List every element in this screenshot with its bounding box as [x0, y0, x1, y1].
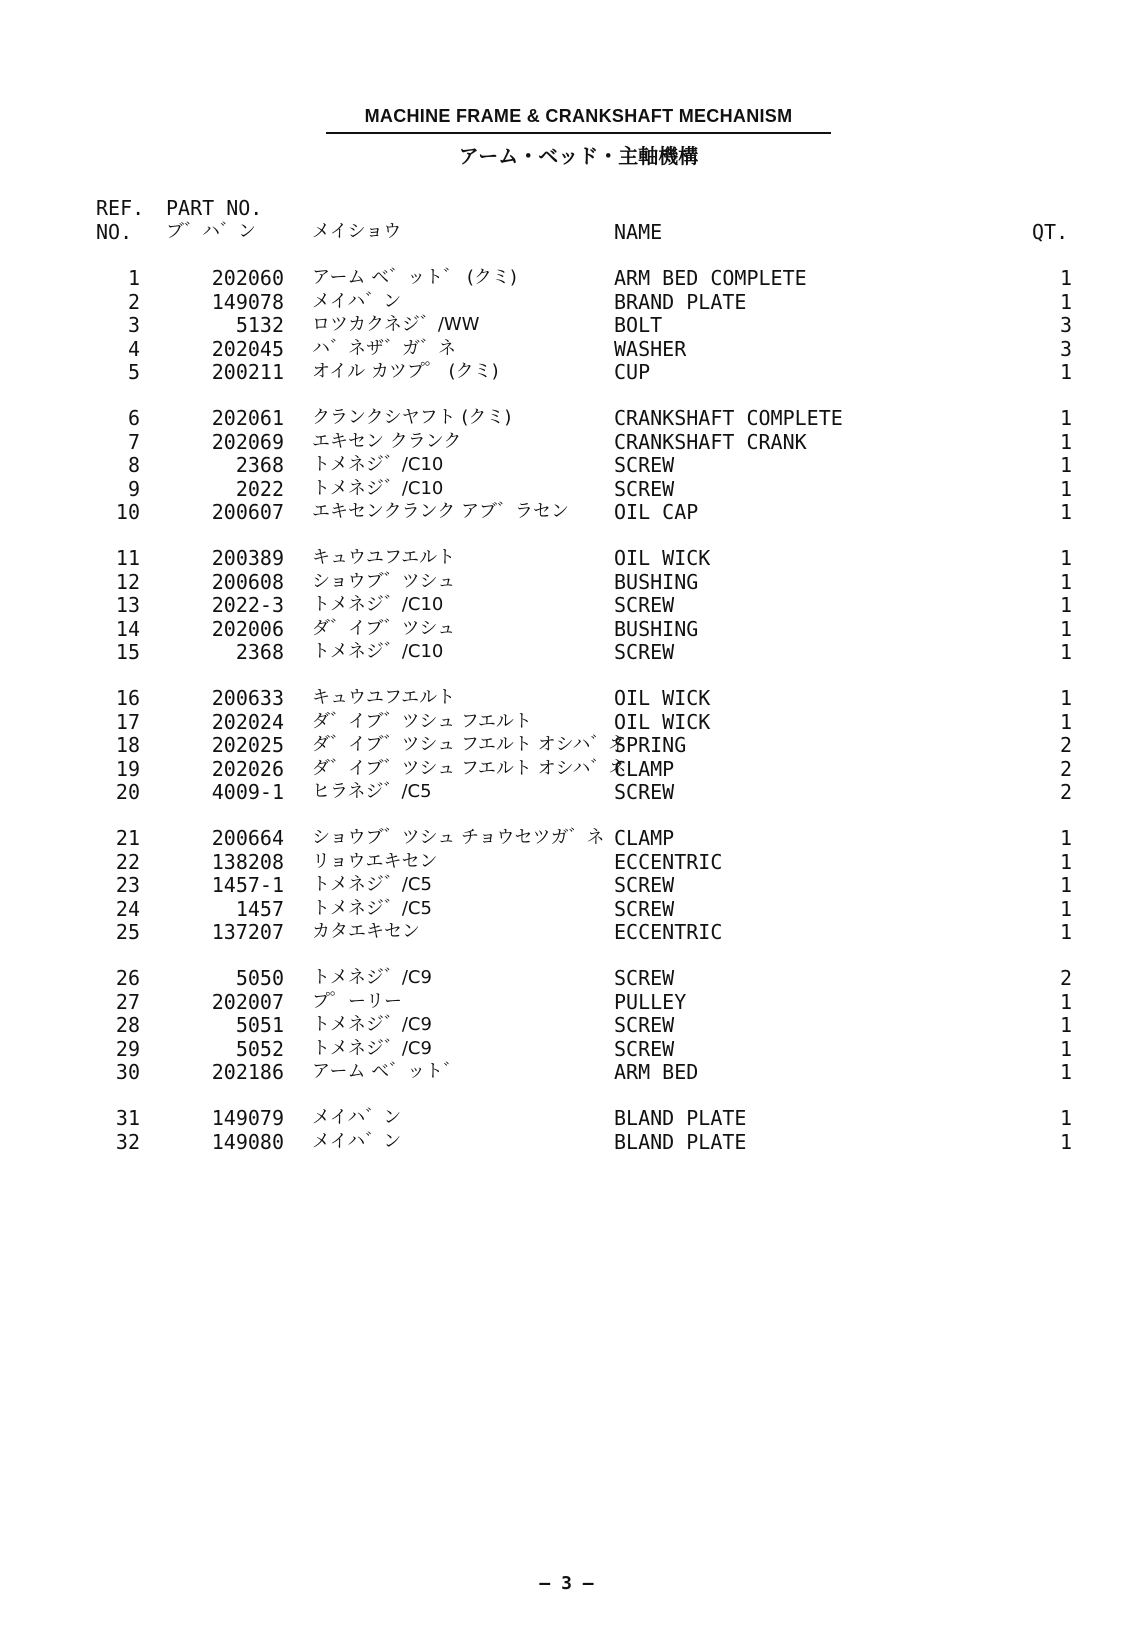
part-name-cell: BLAND PLATE — [614, 1106, 747, 1130]
part-number-cell: 5050 — [235, 966, 284, 990]
table-row — [0, 686, 1133, 710]
japanese-name-cell: アーム ベ゛ット゛ (クミ) — [312, 267, 517, 288]
header-ref-line2: NO. — [96, 220, 133, 244]
part-name-cell: SCREW — [614, 966, 675, 990]
part-number-cell: 202006 — [211, 616, 284, 641]
ref-cell: 32 — [115, 1129, 140, 1154]
japanese-name-cell: エキセンクランク アブ゛ラセン — [312, 501, 570, 523]
table-row — [0, 453, 1133, 477]
quantity-cell: 1 — [1059, 429, 1072, 454]
quantity-cell: 1 — [1059, 616, 1072, 641]
part-number-cell: 202024 — [211, 709, 284, 734]
header-qty: QT. — [1032, 220, 1069, 244]
japanese-name-cell: トメネジ゛/C10 — [312, 641, 444, 663]
ref-cell: 13 — [115, 593, 140, 618]
quantity-cell: 1 — [1059, 546, 1072, 570]
part-number-cell: 137207 — [211, 920, 284, 945]
table-row — [0, 1037, 1133, 1061]
ref-cell: 3 — [127, 313, 140, 338]
japanese-name-cell: トメネジ゛/C10 — [312, 594, 444, 616]
table-row — [0, 337, 1133, 361]
part-name-cell: SCREW — [614, 476, 675, 501]
part-name-cell: CLAMP — [614, 826, 675, 850]
page-subtitle-japanese: アーム・ベッド・主軸機構 — [458, 144, 699, 168]
part-name-cell: BUSHING — [614, 616, 699, 641]
ref-cell: 26 — [115, 966, 140, 990]
part-number-cell: 202007 — [211, 989, 284, 1014]
table-row — [0, 1130, 1133, 1154]
table-row — [0, 500, 1133, 524]
part-name-cell: BOLT — [614, 313, 663, 338]
part-name-cell: SPRING — [614, 733, 687, 758]
part-name-cell: BLAND PLATE — [614, 1129, 747, 1154]
japanese-name-cell: リョウエキセン — [312, 850, 438, 872]
japanese-name-cell: ショウブ゛ツシュ チョウセツガ゛ネ — [312, 827, 605, 848]
quantity-cell: 1 — [1059, 289, 1072, 314]
japanese-name-cell: ハ゛ネザ゛ガ゛ネ — [312, 337, 456, 359]
header-kana: メイショウ — [312, 221, 402, 242]
table-row — [0, 920, 1133, 944]
quantity-cell: 1 — [1059, 896, 1072, 921]
part-number-cell: 200607 — [211, 500, 284, 525]
table-row — [0, 1106, 1133, 1130]
part-number-cell: 202069 — [211, 429, 284, 454]
part-name-cell: SCREW — [614, 896, 675, 921]
quantity-cell: 1 — [1059, 593, 1072, 618]
table-row — [0, 430, 1133, 454]
quantity-cell: 1 — [1059, 989, 1072, 1014]
part-number-cell: 202061 — [211, 406, 284, 430]
quantity-cell: 1 — [1059, 640, 1072, 665]
part-name-cell: OIL CAP — [614, 500, 699, 525]
ref-cell: 17 — [115, 709, 140, 734]
ref-cell: 14 — [115, 616, 140, 641]
part-name-cell: SCREW — [614, 873, 675, 898]
part-number-cell: 202026 — [211, 756, 284, 781]
part-number-cell: 2368 — [235, 640, 284, 665]
part-name-cell: WASHER — [614, 336, 687, 361]
part-number-cell: 200211 — [211, 360, 284, 385]
quantity-cell: 1 — [1059, 1060, 1072, 1085]
japanese-name-cell: ダ゛イブ゛ツシュ フエルト オシハ゛ネ — [312, 757, 627, 779]
part-name-cell: CRANKSHAFT CRANK — [614, 429, 807, 454]
japanese-name-cell: ダ゛イブ゛ツシュ フエルト オシハ゛ネ — [312, 734, 627, 756]
japanese-name-cell: トメネジ゛/C9 — [312, 967, 432, 988]
part-name-cell: CUP — [614, 360, 651, 385]
quantity-cell: 1 — [1059, 920, 1072, 945]
ref-cell: 5 — [127, 360, 140, 385]
table-row — [0, 360, 1133, 384]
table-row — [0, 780, 1133, 804]
part-name-cell: PULLEY — [614, 989, 687, 1014]
ref-cell: 12 — [115, 569, 140, 594]
japanese-name-cell: ダ゛イブ゛ツシュ フエルト — [312, 710, 532, 732]
japanese-name-cell: エキセン クランク — [312, 430, 462, 452]
part-number-cell: 2022-3 — [211, 593, 284, 618]
part-number-cell: 202025 — [211, 733, 284, 758]
part-number-cell: 2022 — [235, 476, 284, 501]
table-row — [0, 966, 1133, 990]
table-row — [0, 290, 1133, 314]
ref-cell: 31 — [115, 1106, 140, 1130]
table-row — [0, 313, 1133, 337]
ref-cell: 22 — [115, 849, 140, 874]
part-name-cell: CLAMP — [614, 756, 675, 781]
japanese-name-cell: オイル カツプ゜ (クミ) — [312, 361, 499, 383]
part-number-cell: 149080 — [211, 1129, 284, 1154]
part-number-cell: 202186 — [211, 1060, 284, 1085]
table-row — [0, 546, 1133, 570]
table-row — [0, 617, 1133, 641]
part-name-cell: BUSHING — [614, 569, 699, 594]
part-number-cell: 1457 — [235, 896, 284, 921]
part-number-cell: 138208 — [211, 849, 284, 874]
part-number-cell: 200389 — [211, 546, 284, 570]
ref-cell: 19 — [115, 756, 140, 781]
part-name-cell: SCREW — [614, 453, 675, 478]
ref-cell: 24 — [115, 896, 140, 921]
japanese-name-cell: キュウユフエルト — [312, 687, 456, 708]
part-number-cell: 149079 — [211, 1106, 284, 1130]
table-row — [0, 757, 1133, 781]
header-part-line2: ブ゛ハ゛ン — [166, 221, 256, 242]
japanese-name-cell: メイハ゛ン — [312, 1107, 402, 1128]
japanese-name-cell: トメネジ゛/C10 — [312, 454, 444, 476]
ref-cell: 23 — [115, 873, 140, 898]
quantity-cell: 1 — [1059, 709, 1072, 734]
table-row — [0, 406, 1133, 430]
japanese-name-cell: アーム ベ゛ット゛ — [312, 1061, 462, 1083]
part-number-cell: 202060 — [211, 266, 284, 290]
part-name-cell: SCREW — [614, 1036, 675, 1061]
table-row — [0, 873, 1133, 897]
part-number-cell: 200608 — [211, 569, 284, 594]
japanese-name-cell: ダ゛イブ゛ツシュ — [312, 617, 456, 639]
japanese-name-cell: プ゜ーリー — [312, 990, 402, 1012]
part-name-cell: SCREW — [614, 1013, 675, 1038]
quantity-cell: 1 — [1059, 826, 1072, 850]
table-row — [0, 593, 1133, 617]
ref-cell: 6 — [127, 406, 140, 430]
part-name-cell: OIL WICK — [614, 686, 711, 710]
part-name-cell: SCREW — [614, 593, 675, 618]
ref-cell: 15 — [115, 640, 140, 665]
part-name-cell: SCREW — [614, 780, 675, 805]
ref-cell: 10 — [115, 500, 140, 525]
japanese-name-cell: トメネジ゛/C9 — [312, 1037, 432, 1059]
japanese-name-cell: トメネジ゛/C5 — [312, 874, 432, 896]
quantity-cell: 2 — [1059, 733, 1072, 758]
quantity-cell: 1 — [1059, 1129, 1072, 1154]
table-row — [0, 990, 1133, 1014]
ref-cell: 21 — [115, 826, 140, 850]
part-number-cell: 5051 — [235, 1013, 284, 1038]
table-row — [0, 1060, 1133, 1084]
japanese-name-cell: ロツカクネジ゛/WW — [312, 314, 480, 336]
quantity-cell: 1 — [1059, 476, 1072, 501]
part-number-cell: 4009-1 — [211, 780, 284, 805]
ref-cell: 25 — [115, 920, 140, 945]
part-number-cell: 1457-1 — [211, 873, 284, 898]
quantity-cell: 1 — [1059, 453, 1072, 478]
japanese-name-cell: ヒラネジ゛/C5 — [312, 781, 432, 803]
part-name-cell: CRANKSHAFT COMPLETE — [614, 406, 843, 430]
part-name-cell: ECCENTRIC — [614, 920, 723, 945]
quantity-cell: 1 — [1059, 1106, 1072, 1130]
header-ref-line1: REF. — [96, 196, 145, 220]
header-part-line1: PART NO. — [166, 196, 263, 220]
part-number-cell: 202045 — [211, 336, 284, 361]
quantity-cell: 3 — [1059, 313, 1072, 338]
page-number: — 3 — — [539, 1573, 594, 1594]
japanese-name-cell: トメネジ゛/C9 — [312, 1014, 432, 1036]
ref-cell: 20 — [115, 780, 140, 805]
part-number-cell: 200664 — [211, 826, 284, 850]
part-number-cell: 2368 — [235, 453, 284, 478]
table-row — [0, 570, 1133, 594]
part-number-cell: 149078 — [211, 289, 284, 314]
table-row — [0, 710, 1133, 734]
part-name-cell: OIL WICK — [614, 546, 711, 570]
quantity-cell: 2 — [1059, 756, 1072, 781]
part-name-cell: ECCENTRIC — [614, 849, 723, 874]
quantity-cell: 1 — [1059, 1036, 1072, 1061]
ref-cell: 8 — [127, 453, 140, 478]
ref-cell: 2 — [127, 289, 140, 314]
part-name-cell: BRAND PLATE — [614, 289, 747, 314]
ref-cell: 11 — [115, 546, 140, 570]
japanese-name-cell: トメネジ゛/C10 — [312, 477, 444, 499]
japanese-name-cell: ショウブ゛ツシュ — [312, 570, 456, 592]
quantity-cell: 1 — [1059, 406, 1072, 430]
header-name: NAME — [614, 220, 663, 244]
part-number-cell: 5132 — [235, 313, 284, 338]
japanese-name-cell: カタエキセン — [312, 921, 420, 943]
japanese-name-cell: トメネジ゛/C5 — [312, 897, 432, 919]
ref-cell: 30 — [115, 1060, 140, 1085]
ref-cell: 4 — [127, 336, 140, 361]
quantity-cell: 1 — [1059, 1013, 1072, 1038]
table-row — [0, 640, 1133, 664]
quantity-cell: 1 — [1059, 873, 1072, 898]
table-row — [0, 733, 1133, 757]
quantity-cell: 1 — [1059, 849, 1072, 874]
part-name-cell: SCREW — [614, 640, 675, 665]
ref-cell: 27 — [115, 989, 140, 1014]
page-title: MACHINE FRAME & CRANKSHAFT MECHANISM — [364, 106, 793, 126]
table-row — [0, 266, 1133, 290]
table-row — [0, 1013, 1133, 1037]
quantity-cell: 1 — [1059, 360, 1072, 385]
quantity-cell: 1 — [1059, 686, 1072, 710]
ref-cell: 7 — [127, 429, 140, 454]
quantity-cell: 1 — [1059, 500, 1072, 525]
japanese-name-cell: クランクシヤフト (クミ) — [312, 407, 512, 428]
table-row — [0, 850, 1133, 874]
table-row — [0, 826, 1133, 850]
ref-cell: 18 — [115, 733, 140, 758]
ref-cell: 29 — [115, 1036, 140, 1061]
ref-cell: 16 — [115, 686, 140, 710]
japanese-name-cell: キュウユフエルト — [312, 547, 456, 568]
title-underline — [326, 132, 831, 134]
ref-cell: 1 — [127, 266, 140, 290]
part-name-cell: ARM BED — [614, 1060, 699, 1085]
quantity-cell: 2 — [1059, 780, 1072, 805]
table-row — [0, 897, 1133, 921]
part-number-cell: 200633 — [211, 686, 284, 710]
japanese-name-cell: メイハ゛ン — [312, 1130, 402, 1152]
ref-cell: 9 — [127, 476, 140, 501]
part-number-cell: 5052 — [235, 1036, 284, 1061]
quantity-cell: 3 — [1059, 336, 1072, 361]
ref-cell: 28 — [115, 1013, 140, 1038]
table-row — [0, 477, 1133, 501]
japanese-name-cell: メイハ゛ン — [312, 290, 402, 312]
quantity-cell: 2 — [1059, 966, 1072, 990]
quantity-cell: 1 — [1059, 266, 1072, 290]
part-name-cell: ARM BED COMPLETE — [614, 266, 807, 290]
part-name-cell: OIL WICK — [614, 709, 711, 734]
quantity-cell: 1 — [1059, 569, 1072, 594]
